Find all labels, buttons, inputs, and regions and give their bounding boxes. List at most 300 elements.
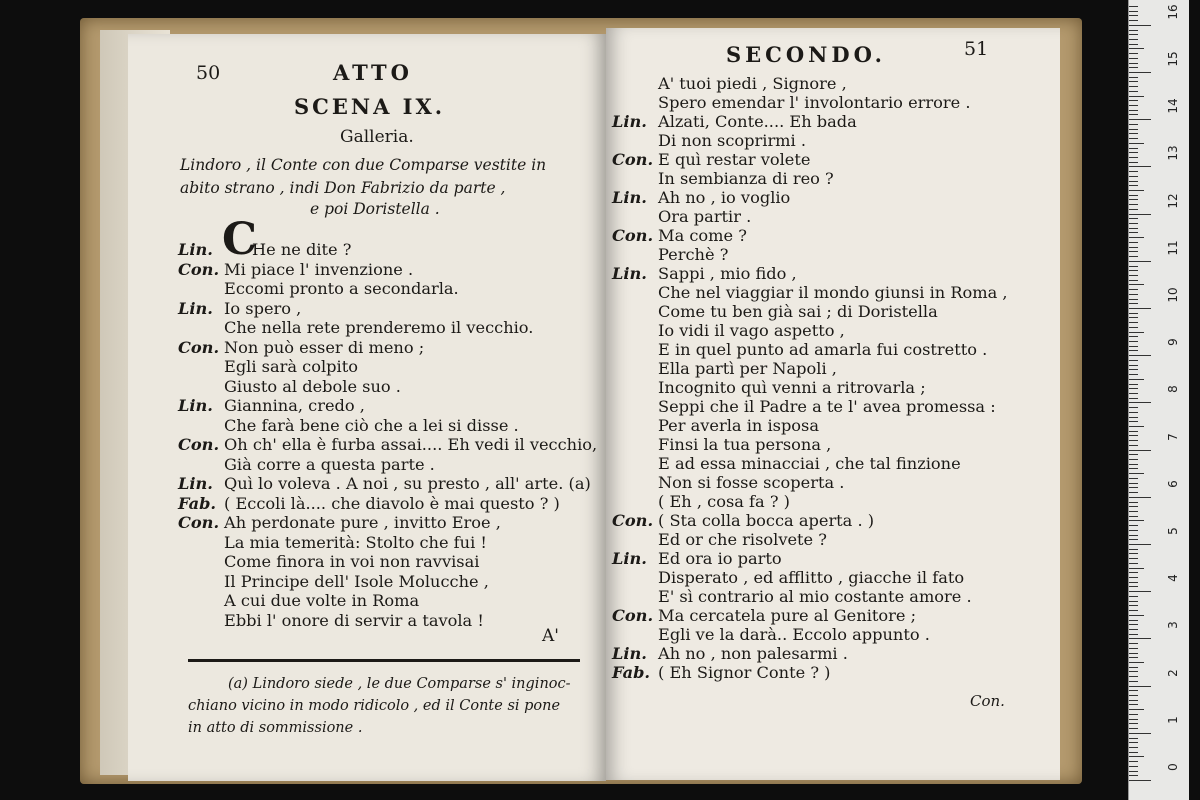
verse-text: Spero emendar l' involontario errore .	[658, 93, 971, 112]
ruler-label: 12	[1166, 192, 1180, 209]
ruler-tick	[1129, 676, 1138, 677]
verse-text: Io spero ,	[224, 298, 302, 318]
ruler-tick	[1129, 91, 1138, 92]
verse-text: Oh ch' ella è furba assai.... Eh vedi il vecchio,	[224, 435, 598, 454]
ruler-tick	[1129, 138, 1138, 139]
ruler-tick	[1129, 417, 1138, 418]
ruler-tick	[1129, 275, 1138, 276]
ruler-tick	[1129, 714, 1138, 715]
ruler-tick	[1129, 402, 1151, 403]
verse-text: Incognito quì venni a ritrovarla ;	[658, 378, 926, 397]
ruler-tick	[1129, 681, 1138, 682]
ruler-tick	[1129, 369, 1138, 370]
left-page	[128, 34, 606, 781]
ruler-tick	[1129, 473, 1144, 474]
dialogue-line	[612, 570, 964, 586]
ruler-tick	[1129, 119, 1151, 120]
ruler-tick	[1129, 615, 1144, 616]
dialogue-line	[612, 323, 845, 339]
verse-text: Ed or che risolvete ?	[658, 530, 827, 549]
ruler-tick	[1129, 303, 1138, 304]
ruler-tick	[1129, 11, 1138, 12]
ruler-tick	[1129, 195, 1138, 196]
ruler-tick	[1129, 605, 1138, 606]
right-page	[606, 28, 1060, 780]
ruler-tick	[1129, 502, 1138, 503]
verse-text: Io vidi il vago aspetto ,	[658, 321, 845, 340]
speaker-label: Lin.	[178, 298, 213, 318]
verse-text: Alzati, Conte.... Eh bada	[658, 112, 857, 131]
ruler-tick	[1129, 553, 1138, 554]
ruler-tick	[1129, 775, 1138, 776]
dialogue-line	[612, 418, 819, 434]
ruler-tick	[1129, 261, 1151, 262]
ruler-tick	[1129, 421, 1138, 422]
ruler-tick	[1129, 25, 1151, 26]
ruler-label: 8	[1166, 385, 1180, 394]
dialogue-line	[612, 627, 930, 643]
verse-text: Egli ve la darà.. Eccolo appunto .	[658, 625, 930, 644]
verse-text: Giannina, credo ,	[224, 396, 365, 415]
ruler-tick	[1129, 251, 1138, 252]
ruler-tick	[1129, 709, 1144, 710]
ruler-tick	[1129, 185, 1138, 186]
verse-text: ( Eccoli là.... che diavolo è mai questo ? )	[224, 493, 560, 513]
ruler-tick	[1129, 657, 1138, 658]
ruler-tick	[1129, 171, 1138, 172]
verse-text: Ora partir .	[658, 207, 752, 226]
verse-text: Ella partì per Napoli ,	[658, 359, 837, 378]
ruler-tick	[1129, 539, 1138, 540]
ruler-tick	[1129, 690, 1138, 691]
ruler-tick	[1129, 511, 1138, 512]
ruler-tick	[1129, 58, 1138, 59]
dialogue-line	[178, 398, 365, 414]
ruler-tick	[1129, 568, 1144, 569]
ruler-tick	[1129, 643, 1138, 644]
speaker-label: Lin.	[178, 396, 213, 415]
verse-text: Ah perdonate pure , invitto Eroe ,	[224, 513, 501, 532]
dialogue-line	[612, 133, 806, 149]
dialogue-line	[612, 342, 987, 358]
ruler-label: 13	[1166, 145, 1180, 162]
ruler-tick	[1129, 166, 1151, 167]
verse-text: A' tuoi piedi , Signore ,	[658, 74, 847, 93]
ruler-label: 2	[1166, 668, 1180, 677]
ruler-tick	[1129, 214, 1151, 215]
dialogue-line	[612, 513, 874, 529]
left-running-head: ATTO	[333, 60, 413, 85]
footnote-line: in atto di sommissione .	[188, 720, 363, 736]
speaker-label: Con.	[178, 337, 220, 357]
ruler-tick	[1129, 341, 1138, 342]
dialogue-line	[178, 532, 487, 552]
ruler-tick	[1129, 487, 1138, 488]
ruler-tick	[1129, 124, 1138, 125]
dialogue-line	[612, 114, 857, 130]
ruler-tick	[1129, 232, 1138, 233]
dialogue-line	[612, 665, 830, 681]
verse-text: He ne dite ?	[252, 240, 352, 259]
drop-capital: C	[222, 214, 258, 265]
ruler-tick	[1129, 148, 1138, 149]
verse-text: Che nella rete prenderemo il vecchio.	[224, 318, 534, 337]
verse-text: Perchè ?	[658, 245, 729, 264]
ruler-label: 7	[1166, 432, 1180, 441]
ruler-tick	[1129, 114, 1138, 115]
right-catchword: Con.	[970, 692, 1005, 710]
ruler-tick	[1129, 483, 1138, 484]
ruler-tick	[1129, 181, 1138, 182]
footnote-rule	[188, 659, 580, 662]
dialogue-line	[178, 376, 401, 396]
ruler-tick	[1129, 72, 1151, 73]
verse-text: Finsi la tua persona ,	[658, 435, 832, 454]
verse-text: Sappi , mio fido ,	[658, 264, 797, 283]
ruler-tick	[1129, 270, 1138, 271]
ruler-tick	[1129, 398, 1138, 399]
ruler-tick	[1129, 766, 1138, 767]
dialogue-line	[178, 554, 479, 570]
verse-text: Ed ora io parto	[658, 549, 782, 568]
verse-text: Disperato , ed afflitto , giacche il fato	[658, 568, 965, 587]
dialogue-line	[178, 214, 352, 265]
ruler-tick	[1129, 572, 1138, 573]
ruler-tick	[1129, 695, 1138, 696]
speaker-label: Con.	[178, 513, 220, 532]
ruler-label: 11	[1166, 240, 1180, 256]
ruler-tick	[1129, 280, 1138, 281]
ruler-tick	[1129, 780, 1151, 781]
ruler-tick	[1129, 237, 1144, 238]
ruler-tick	[1129, 464, 1138, 465]
verse-text: Ah no , non palesarmi .	[658, 644, 848, 663]
speaker-label: Lin.	[612, 188, 647, 207]
ruler-tick	[1129, 77, 1138, 78]
ruler-tick	[1129, 81, 1138, 82]
ruler-label: 15	[1166, 51, 1180, 67]
ruler-label: 6	[1166, 479, 1180, 488]
verse-text: Non può esser di meno ;	[224, 337, 425, 357]
ruler-tick	[1129, 133, 1138, 134]
verse-text: Come tu ben già sai ; di Doristella	[658, 302, 938, 321]
ruler-tick	[1129, 610, 1138, 611]
ruler-tick	[1129, 648, 1138, 649]
verse-text: ( Eh Signor Conte ? )	[658, 663, 831, 682]
speaker-label: Con.	[612, 150, 654, 169]
dialogue-line	[612, 361, 837, 377]
verse-text: Egli sarà colpito	[224, 357, 358, 376]
dialogue-line	[612, 152, 810, 168]
ruler-tick	[1129, 20, 1138, 21]
ruler-tick	[1129, 346, 1138, 347]
speaker-label: Con.	[178, 259, 220, 279]
ruler-tick	[1129, 105, 1138, 106]
dialogue-line	[178, 298, 302, 318]
ruler-tick	[1129, 440, 1138, 441]
ruler-tick	[1129, 738, 1138, 739]
ruler-tick	[1129, 624, 1138, 625]
ruler-tick	[1129, 365, 1138, 366]
ruler-tick	[1129, 723, 1138, 724]
verse-text: Ah no , io voglio	[658, 188, 791, 207]
ruler-tick	[1129, 520, 1144, 521]
ruler-tick	[1129, 322, 1138, 323]
dialogue-line	[612, 475, 844, 491]
dialogue-line	[612, 551, 782, 567]
dialogue-line	[612, 190, 790, 206]
verse-text: Ma cercatela pure al Genitore ;	[658, 606, 917, 625]
ruler-tick	[1129, 733, 1151, 734]
verse-text: Già corre a questa parte .	[224, 454, 435, 474]
ruler-tick	[1129, 100, 1138, 101]
ruler-tick	[1129, 431, 1138, 432]
ruler-tick	[1129, 256, 1138, 257]
dialogue-line	[178, 320, 533, 336]
ruler-label: 0	[1166, 763, 1180, 771]
ruler-tick	[1129, 582, 1138, 583]
ruler-tick	[1129, 506, 1138, 507]
ruler-tick	[1129, 204, 1138, 205]
verse-text: Mi piace l' invenzione .	[224, 259, 414, 279]
ruler-tick	[1129, 492, 1138, 493]
speaker-label: Con.	[178, 435, 220, 454]
ruler-tick	[1129, 742, 1138, 743]
ruler-tick	[1129, 308, 1151, 309]
dialogue-line	[178, 259, 414, 279]
verse-text: La mia temerità: Stolto che fui !	[224, 532, 487, 552]
verse-text: E in quel punto ad amarla fui costretto .	[658, 340, 988, 359]
speaker-label: Con.	[612, 606, 654, 625]
dialogue-line	[612, 532, 827, 548]
ruler-tick	[1129, 634, 1138, 635]
verse-text: Come finora in voi non ravvisai	[224, 552, 480, 571]
ruler-tick	[1129, 360, 1138, 361]
ruler-tick	[1129, 313, 1138, 314]
speaker-label: Fab.	[178, 493, 217, 513]
ruler-tick	[1129, 67, 1138, 68]
dialogue-line	[612, 456, 961, 472]
ruler-tick	[1129, 586, 1138, 587]
stage-direction-line: e poi Doristella .	[310, 200, 440, 218]
scene-place: Galleria.	[340, 127, 414, 147]
ruler-tick	[1129, 653, 1138, 654]
ruler-tick	[1129, 563, 1138, 564]
verse-text: E' sì contrario al mio costante amore .	[658, 587, 972, 606]
ruler-tick	[1129, 525, 1138, 526]
verse-text: E quì restar volete	[658, 150, 811, 169]
ruler-tick	[1129, 468, 1138, 469]
dialogue-line	[178, 359, 358, 375]
footnote-line: (a) Lindoro siede , le due Comparse s' inginoc-	[228, 676, 571, 692]
ruler-tick	[1129, 152, 1138, 153]
ruler-tick	[1129, 700, 1138, 701]
ruler-tick	[1129, 350, 1138, 351]
ruler-tick	[1129, 435, 1138, 436]
ruler-tick	[1129, 209, 1138, 210]
ruler-tick	[1129, 355, 1151, 356]
ruler-tick	[1129, 407, 1138, 408]
dialogue-line	[612, 494, 790, 510]
footnote-line: chiano vicino in modo ridicolo , ed il Conte si pone	[188, 698, 561, 714]
ruler-tick	[1129, 558, 1138, 559]
ruler-tick	[1129, 63, 1138, 64]
ruler-tick	[1129, 752, 1138, 753]
ruler-tick	[1129, 459, 1138, 460]
ruler-tick	[1129, 176, 1138, 177]
ruler-tick	[1129, 761, 1138, 762]
ruler-tick	[1129, 48, 1144, 49]
ruler-tick	[1129, 199, 1138, 200]
ruler-tick	[1129, 629, 1138, 630]
ruler-tick	[1129, 450, 1151, 451]
ruler-label: 9	[1166, 338, 1180, 347]
ruler-tick	[1129, 162, 1138, 163]
ruler-label: 1	[1166, 715, 1180, 724]
ruler-tick	[1129, 299, 1138, 300]
dialogue-line	[178, 454, 435, 474]
dialogue-line	[612, 304, 938, 320]
ruler-tick	[1129, 638, 1151, 639]
ruler-tick	[1129, 30, 1138, 31]
dialogue-line	[178, 437, 597, 453]
ruler-tick	[1129, 686, 1151, 687]
dialogue-line	[612, 76, 847, 92]
speaker-label: Lin.	[612, 549, 647, 568]
ruler-tick	[1129, 384, 1138, 385]
dialogue-line	[612, 608, 916, 624]
dialogue-line	[612, 589, 972, 605]
ruler-tick	[1129, 289, 1138, 290]
verse-text: Per averla in isposa	[658, 416, 820, 435]
dialogue-line	[612, 209, 751, 225]
ruler-tick	[1129, 86, 1138, 87]
right-page-number: 51	[964, 38, 989, 60]
ruler-tick	[1129, 242, 1138, 243]
ruler-label: 16	[1166, 4, 1180, 20]
verse-text: A cui due volte in Roma	[224, 591, 420, 610]
dialogue-line	[178, 476, 591, 492]
verse-text: Eccomi pronto a secondarla.	[224, 279, 459, 298]
verse-text: Quì lo voleva . A noi , su presto , all' arte. (a)	[224, 474, 591, 493]
measuring-ruler	[1128, 0, 1189, 800]
ruler-tick	[1129, 218, 1138, 219]
ruler-tick	[1129, 34, 1138, 35]
ruler-tick	[1129, 577, 1138, 578]
left-catchword: A'	[542, 626, 559, 646]
verse-text: Che nel viaggiar il mondo giunsi in Roma ,	[658, 283, 1008, 302]
ruler-tick	[1129, 110, 1138, 111]
dialogue-line	[612, 247, 728, 263]
dialogue-line	[612, 228, 747, 244]
dialogue-line	[612, 171, 834, 187]
ruler-tick	[1129, 327, 1138, 328]
ruler-tick	[1129, 190, 1144, 191]
dialogue-line	[612, 646, 848, 662]
ruler-tick	[1129, 747, 1138, 748]
dialogue-line	[178, 281, 459, 297]
right-running-head: SECONDO.	[726, 42, 886, 67]
ruler-tick	[1129, 671, 1138, 672]
ruler-tick	[1129, 266, 1138, 267]
ruler-tick	[1129, 374, 1138, 375]
dialogue-line	[612, 266, 797, 282]
verse-text: ( Eh , cosa fa ? )	[658, 492, 790, 511]
ruler-tick	[1129, 157, 1138, 158]
scene-title: SCENA IX.	[294, 94, 446, 119]
ruler-tick	[1129, 704, 1138, 705]
verse-text: Non si fosse scoperta .	[658, 473, 845, 492]
ruler-tick	[1129, 426, 1144, 427]
dialogue-line	[612, 95, 970, 111]
ruler-tick	[1129, 228, 1138, 229]
verse-text: ( Sta colla bocca aperta . )	[658, 511, 875, 530]
ruler-tick	[1129, 6, 1138, 7]
ruler-tick	[1129, 535, 1138, 536]
verse-text: Il Principe dell' Isole Molucche ,	[224, 571, 489, 591]
ruler-tick	[1129, 719, 1138, 720]
dialogue-line	[178, 337, 425, 357]
ruler-tick	[1129, 44, 1138, 45]
ruler-tick	[1129, 317, 1138, 318]
ruler-tick	[1129, 336, 1138, 337]
speaker-label: Lin.	[178, 474, 213, 493]
ruler-tick	[1129, 530, 1138, 531]
ruler-tick	[1129, 601, 1138, 602]
verse-text: Seppi che il Padre a te l' avea promessa :	[658, 397, 996, 416]
verse-text: E ad essa minacciai , che tal finzione	[658, 454, 961, 473]
dialogue-line	[612, 380, 926, 396]
dialogue-line	[178, 571, 489, 591]
dialogue-line	[612, 285, 1008, 301]
ruler-tick	[1129, 412, 1138, 413]
speaker-label: Con.	[612, 511, 654, 530]
verse-text: Giusto al debole suo .	[224, 376, 401, 396]
speaker-label: Fab.	[612, 663, 651, 682]
dialogue-line	[178, 610, 484, 630]
ruler-tick	[1129, 143, 1144, 144]
ruler-tick	[1129, 388, 1138, 389]
ruler-label: 4	[1166, 574, 1180, 583]
ruler-tick	[1129, 728, 1138, 729]
ruler-tick	[1129, 332, 1144, 333]
ruler-tick	[1129, 454, 1138, 455]
ruler-tick	[1129, 39, 1138, 40]
ruler-tick	[1129, 223, 1138, 224]
ruler-tick	[1129, 596, 1138, 597]
verse-text: Che farà bene ciò che a lei si disse .	[224, 415, 519, 435]
dialogue-line	[612, 437, 831, 453]
verse-text: Di non scoprirmi .	[658, 131, 806, 150]
ruler-tick	[1129, 497, 1151, 498]
ruler-tick	[1129, 15, 1138, 16]
verse-text: Ebbi l' onore di servir a tavola !	[224, 610, 484, 630]
dialogue-line	[178, 493, 560, 513]
ruler-tick	[1129, 379, 1144, 380]
ruler-tick	[1129, 549, 1138, 550]
dialogue-line	[178, 593, 419, 609]
ruler-tick	[1129, 53, 1138, 54]
left-page-number: 50	[196, 62, 221, 84]
ruler-tick	[1129, 591, 1151, 592]
ruler-tick	[1129, 284, 1144, 285]
ruler-tick	[1129, 129, 1138, 130]
ruler-tick	[1129, 294, 1138, 295]
ruler-tick	[1129, 620, 1138, 621]
ruler-tick	[1129, 544, 1151, 545]
ruler-label: 10	[1166, 287, 1180, 303]
ruler-tick	[1129, 667, 1138, 668]
